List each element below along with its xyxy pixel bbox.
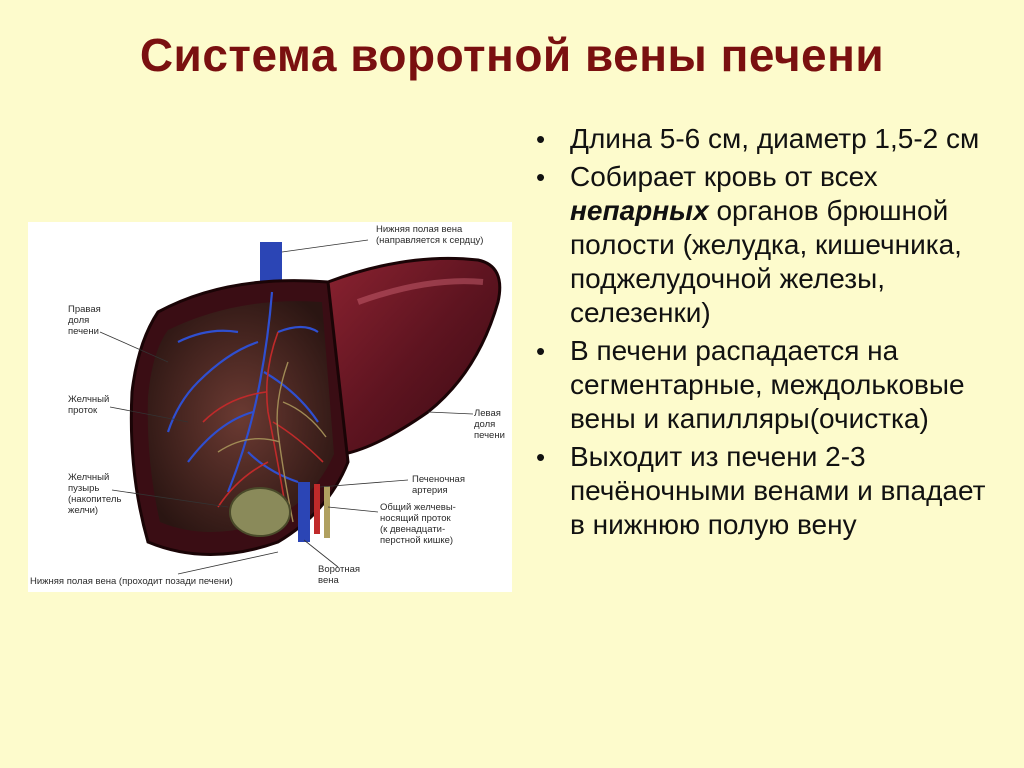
label-gallbladder: Желчный пузырь (накопитель желчи) xyxy=(68,472,122,516)
bullet-item: • В печени распадается на сегментарные, междольковые вены и капилляры(очистка) xyxy=(536,334,1006,436)
bullet-item: • Длина 5-6 см, диаметр 1,5-2 см xyxy=(536,122,1006,156)
slide-title: Система воротной вены печени xyxy=(139,29,885,81)
label-portal-vein: Воротная вена xyxy=(318,564,361,586)
hepatic-artery-trunk xyxy=(314,484,320,534)
label-ivc-top: Нижняя полая вена (направляется к сердцу) xyxy=(376,224,484,246)
liver-illustration xyxy=(28,222,512,592)
gallbladder xyxy=(230,488,290,536)
bullet-item: • Выходит из печени 2-3 печёночными венами и впадает в нижнюю полую вену xyxy=(536,440,1006,542)
label-common-bile-duct: Общий желчевы- носящий проток (к двенадцати- перстной кишке) xyxy=(380,502,456,546)
common-bile-duct xyxy=(324,486,330,538)
label-right-lobe: Правая доля печени xyxy=(68,304,101,337)
portal-vein-trunk xyxy=(298,482,310,542)
label-ivc-bottom: Нижняя полая вена (проходит позади печени) xyxy=(30,576,233,587)
emphasis-text: непарных xyxy=(570,195,709,226)
bullet-list xyxy=(536,122,1006,546)
label-left-lobe: Левая доля печени xyxy=(474,408,505,441)
label-bile-duct: Желчный проток xyxy=(68,394,110,416)
bullet-item: • Собирает кровь от всех непарных органов брюшной полости (желудка, кишечника, поджелудочной железы, селезенки) xyxy=(536,160,1006,330)
label-hepatic-artery: Печеночная артерия xyxy=(412,474,465,496)
